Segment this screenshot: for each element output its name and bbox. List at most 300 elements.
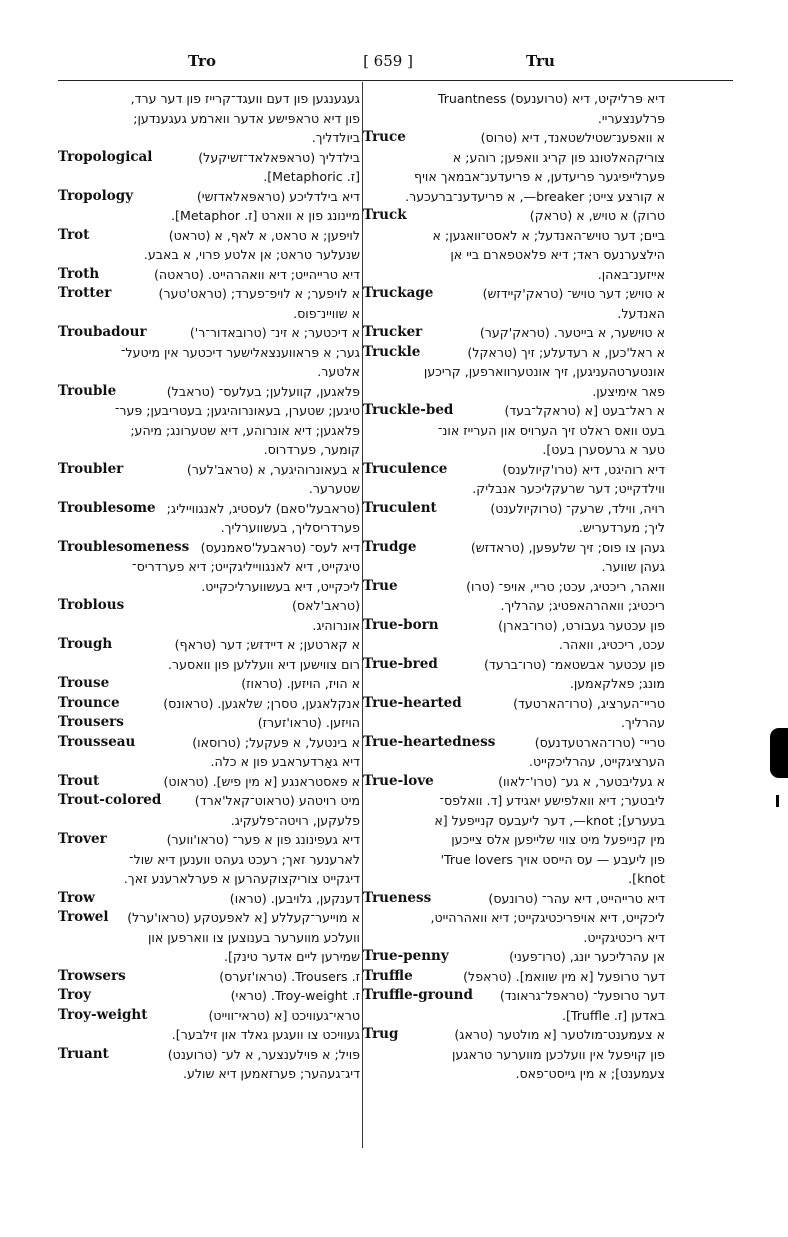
definition-text: מין קנייפעל מיט צווי שלייפען אלס צייכען bbox=[451, 832, 665, 847]
entry-line bbox=[58, 362, 360, 382]
page-number: [ 659 ] bbox=[363, 52, 413, 70]
entry-line bbox=[58, 245, 360, 265]
entry-line bbox=[58, 557, 360, 577]
entry-line bbox=[363, 460, 665, 480]
dictionary-entry bbox=[58, 89, 360, 148]
definition-text: טרוק) א טויש, א (טראק) bbox=[529, 208, 665, 223]
entry-line bbox=[58, 791, 360, 811]
headword: Trover bbox=[58, 830, 109, 850]
definition-text: געוויכט צו וועגען גאלד און זילבער]. bbox=[171, 1027, 360, 1042]
definition-text: טריי־הערציג, (טרו־הארטעד) bbox=[513, 695, 665, 711]
entry-line bbox=[363, 226, 665, 246]
headword: True-penny bbox=[363, 947, 451, 967]
definition-text: (טראבעל'סאם) לעסטיג, לאנגווייליג; bbox=[166, 500, 360, 516]
dictionary-entry bbox=[363, 206, 665, 284]
entry-line bbox=[58, 187, 360, 207]
definition-text: (טראב'לאס) bbox=[291, 598, 360, 613]
definition-text: פון דיא טראפּישע אדער ווארמע געגענדען; bbox=[133, 110, 360, 126]
entry-line bbox=[363, 128, 665, 148]
entry-line bbox=[363, 674, 665, 694]
headword: Trousseau bbox=[58, 733, 137, 753]
entry-line bbox=[58, 850, 360, 870]
definition-text: דער טרופעל־ (טראפל־גראונד) bbox=[499, 988, 665, 1003]
entry-line bbox=[363, 596, 665, 616]
definition-text: א וואפענ־שטילשטאנד, דיא (טרוס) bbox=[480, 130, 665, 145]
headword: Trousers bbox=[58, 713, 126, 733]
definition-text: דיא ריכטיגקייט. bbox=[583, 929, 665, 945]
definition-text: דיגקייט צוריקצוקעהרען א פערלארענע זאך. bbox=[123, 871, 360, 886]
entry-line bbox=[363, 284, 665, 304]
headword: Trueness bbox=[363, 889, 433, 909]
definition-text: דענקען, גלויבען. (טראו) bbox=[229, 890, 360, 906]
entry-line bbox=[363, 187, 665, 207]
entry-line bbox=[58, 1025, 360, 1045]
definition-text: א מוייער־קעללע [א לאפעטקע (טראו'ערל) bbox=[127, 910, 360, 925]
entry-line bbox=[363, 947, 665, 967]
definition-text: ביים; דער טויש־האנדעל; א לאסט־וואגען; א bbox=[432, 227, 665, 243]
dictionary-entry bbox=[363, 889, 665, 948]
dictionary-entry bbox=[58, 148, 360, 187]
dictionary-entry bbox=[58, 596, 360, 635]
definition-text: א קארטען; א דיידזש; דער (טראף) bbox=[174, 637, 360, 652]
definition-text: דיא טרייהייט, דיא עהר־ (טרונעס) bbox=[488, 890, 665, 906]
entry-line bbox=[58, 772, 360, 792]
dictionary-entry bbox=[363, 401, 665, 460]
entry-line bbox=[58, 440, 360, 460]
dictionary-entry bbox=[58, 986, 360, 1006]
entry-line bbox=[58, 518, 360, 538]
dictionary-entry bbox=[58, 499, 360, 538]
entry-line bbox=[363, 440, 665, 460]
dictionary-entry bbox=[58, 538, 360, 597]
entry-line bbox=[58, 401, 360, 421]
headword: Troth bbox=[58, 265, 101, 285]
entry-line bbox=[58, 167, 360, 187]
headword: True-born bbox=[363, 616, 441, 636]
entry-line bbox=[363, 772, 665, 792]
dictionary-entry bbox=[363, 1025, 665, 1084]
definition-text: א שוויינ־פוס. bbox=[293, 305, 360, 321]
definition-text: א ראל־בעט [א (טראקל־בעד) bbox=[504, 403, 665, 418]
definition-text: האנדעל. bbox=[617, 305, 665, 321]
dictionary-entry bbox=[58, 382, 360, 460]
definition-text: בעערע]; knot—, דער ליעבעס קנייפעל [א bbox=[434, 812, 665, 828]
definition-text: לארענער זאך; רעכט געהט ווענען דיא שול־ bbox=[129, 851, 360, 867]
dictionary-entry bbox=[58, 694, 360, 714]
definition-text: ליכקייט, דיא בעשווערליכקייט. bbox=[201, 578, 360, 594]
dictionary-entry bbox=[58, 1006, 360, 1045]
definition-text: פּלאגען; דיא אונרוהע, דיא שטערונג; מיהע; bbox=[130, 422, 360, 438]
definition-text: ליכקייט, דיא אויפריכטיגקייט; דיא וואהרהייט, bbox=[430, 910, 665, 925]
entry-line bbox=[58, 674, 360, 694]
headword: Trucker bbox=[363, 323, 424, 343]
entry-line bbox=[58, 596, 360, 616]
headword: Truant bbox=[58, 1045, 111, 1065]
headword: Truck bbox=[363, 206, 409, 226]
entry-line bbox=[58, 538, 360, 558]
entry-line bbox=[363, 382, 665, 402]
definition-text: וואהר, ריכטיג, עכט; טריי, אויפ־ (טרו) bbox=[466, 578, 665, 594]
entry-line bbox=[363, 616, 665, 636]
entry-line bbox=[58, 1006, 360, 1026]
entry-line bbox=[58, 89, 360, 109]
entry-line bbox=[58, 226, 360, 246]
definition-text: לויפען; א טראט, א לאף, א (טראט) bbox=[168, 227, 360, 243]
definition-text: פון ליעבע — עס הייסט אויך True lovers' bbox=[440, 851, 665, 867]
dictionary-entry bbox=[363, 694, 665, 733]
dictionary-entry bbox=[58, 323, 360, 382]
entry-line bbox=[58, 655, 360, 675]
entry-line bbox=[363, 908, 665, 928]
dictionary-entry bbox=[58, 733, 360, 772]
definition-text: הערציגקייט, עהרליכקייט. bbox=[528, 754, 665, 769]
dictionary-entry bbox=[58, 889, 360, 909]
headword: Trotter bbox=[58, 284, 113, 304]
headword: Truculence bbox=[363, 460, 449, 480]
definition-text: דער טרופעל [א מין שוואמ]. (טראפל) bbox=[463, 968, 665, 984]
entry-line bbox=[363, 986, 665, 1006]
headword: Trow bbox=[58, 889, 97, 909]
definition-text: א טויש; דער טויש־ (טראק'קיידזש) bbox=[482, 286, 665, 301]
entry-line bbox=[58, 733, 360, 753]
definition-text: הויזען. (טראו'זערז) bbox=[257, 715, 360, 730]
definition-text: דיא בילדליכע (טראפּאלאדזשי) bbox=[196, 188, 360, 204]
headword: True-love bbox=[363, 772, 436, 792]
definition-text: אייזענ־באהן. bbox=[597, 266, 665, 282]
definition-text: טראי־געוויכט [א (טראי־ווייט) bbox=[208, 1007, 360, 1023]
dictionary-entry bbox=[363, 947, 665, 967]
definition-text: knot]. bbox=[628, 871, 665, 886]
definition-text: פּלאגען, קוועלען; בעלעס־ (טראבל) bbox=[166, 383, 360, 399]
definition-text: דיא טרייהייט; דיא וואהרהייט. (טראטה) bbox=[154, 266, 360, 282]
entry-line bbox=[58, 148, 360, 168]
entry-line bbox=[363, 343, 665, 363]
headword: Troubler bbox=[58, 460, 125, 480]
definition-text: אלטער. bbox=[317, 364, 360, 379]
header-right-guideword: Tru bbox=[526, 52, 555, 70]
entry-line bbox=[58, 265, 360, 285]
headword: Troy bbox=[58, 986, 93, 1006]
entry-line bbox=[363, 421, 665, 441]
entry-line bbox=[363, 752, 665, 772]
definition-text: א ראל'כען, א רעדעלע; זיך (טראקל) bbox=[467, 344, 665, 360]
headword: Trough bbox=[58, 635, 114, 655]
dictionary-entry bbox=[363, 772, 665, 889]
entry-line bbox=[58, 343, 360, 363]
dictionary-entry bbox=[58, 226, 360, 265]
entry-line bbox=[363, 538, 665, 558]
entry-line bbox=[363, 655, 665, 675]
entry-line bbox=[363, 148, 665, 168]
entry-line bbox=[58, 1064, 360, 1084]
entry-line bbox=[58, 713, 360, 733]
headword: True-hearted bbox=[363, 694, 464, 714]
entry-line bbox=[363, 694, 665, 714]
entry-line bbox=[58, 479, 360, 499]
dictionary-entry bbox=[58, 265, 360, 285]
entry-line bbox=[363, 401, 665, 421]
dictionary-entry bbox=[58, 674, 360, 694]
definition-text: מונג; פאלקאמען. bbox=[569, 676, 665, 691]
headword: Truckage bbox=[363, 284, 435, 304]
entry-line bbox=[363, 304, 665, 324]
definition-text: אנקלאגען, טסרן; שלאגען. (טראונס) bbox=[163, 695, 360, 711]
entry-line bbox=[363, 89, 665, 109]
headword: Truckle-bed bbox=[363, 401, 455, 421]
definition-text: טריי־ (טרו־הארטעדנעס) bbox=[534, 734, 665, 750]
definition-text: פּרלענצעריי. bbox=[597, 110, 665, 126]
dictionary-entry bbox=[363, 284, 665, 323]
definition-text: צעמענט]; א מין גייסט־פאס. bbox=[515, 1066, 665, 1081]
dictionary-entry bbox=[58, 967, 360, 987]
entry-line bbox=[363, 1006, 665, 1026]
definition-text: בעט וואס ראלט זיך הערויס און הערייז אונ־ bbox=[437, 422, 665, 438]
entry-line bbox=[363, 109, 665, 129]
definition-text: בילדליך (טראפּאלאד־זשיקעל) bbox=[198, 149, 360, 165]
ink-blot-mark bbox=[770, 728, 788, 778]
definition-text: פון עכטער אבשטאמ־ (טרו־ברעד) bbox=[484, 656, 665, 672]
dictionary-entry bbox=[363, 460, 665, 499]
entry-line bbox=[363, 635, 665, 655]
entry-line bbox=[58, 967, 360, 987]
headword: Trudge bbox=[363, 538, 418, 558]
dictionary-entry bbox=[363, 538, 665, 577]
definition-text: טער א גרעסערן בעט]. bbox=[542, 442, 665, 457]
headword: Troubadour bbox=[58, 323, 149, 343]
headword: True bbox=[363, 577, 400, 597]
entry-line bbox=[58, 752, 360, 772]
headword: Trowel bbox=[58, 908, 111, 928]
headword: Troublesome bbox=[58, 499, 158, 519]
headword: Truculent bbox=[363, 499, 439, 519]
dictionary-entry bbox=[58, 187, 360, 226]
entry-line bbox=[363, 1025, 665, 1045]
definition-text: רום צווישען דיא וועללען פון וואסער. bbox=[168, 656, 360, 672]
definition-text: פון עכטער געבורט, (טרו־בארן) bbox=[498, 617, 665, 633]
dictionary-entry bbox=[363, 655, 665, 694]
entry-line bbox=[58, 908, 360, 928]
entry-line bbox=[363, 733, 665, 753]
entry-line bbox=[58, 421, 360, 441]
entry-line bbox=[58, 460, 360, 480]
dictionary-entry bbox=[363, 128, 665, 206]
definition-text: א פאסטראנגע [א מין פיש]. (טראוט) bbox=[163, 773, 360, 789]
definition-text: ז. Trousers. (טראו'זערס) bbox=[219, 968, 360, 984]
dictionary-entry bbox=[363, 986, 665, 1025]
definition-text: דיג־געהער; פערזאמען דיא שולע. bbox=[183, 1066, 360, 1081]
definition-text: ז. Troy-weight. (טראי) bbox=[230, 988, 360, 1003]
headword: Trounce bbox=[58, 694, 122, 714]
entry-line bbox=[363, 557, 665, 577]
entry-line bbox=[58, 928, 360, 948]
header-left-guideword: Tro bbox=[188, 52, 216, 70]
entry-line bbox=[58, 382, 360, 402]
headword: Troublesomeness bbox=[58, 538, 191, 558]
headword: Trot bbox=[58, 226, 91, 246]
dictionary-entry bbox=[58, 908, 360, 967]
headword: Trowsers bbox=[58, 967, 128, 987]
header-rule bbox=[58, 80, 733, 81]
dictionary-entry bbox=[363, 323, 665, 343]
definition-text: שנעלער טראט; אן אלטע פרוי, א באבע. bbox=[143, 247, 360, 262]
dictionary-entry bbox=[58, 713, 360, 733]
dictionary-entry bbox=[363, 577, 665, 616]
entry-line bbox=[363, 206, 665, 226]
definition-text: ליבטער; דיא וואלפישע יאגידע [ד. וואלפס־ bbox=[439, 793, 665, 808]
entry-line bbox=[58, 811, 360, 831]
headword: Trug bbox=[363, 1025, 400, 1045]
definition-text: עהרליך. bbox=[621, 715, 665, 730]
entry-line bbox=[58, 635, 360, 655]
entry-line bbox=[363, 518, 665, 538]
headword: True-bred bbox=[363, 655, 440, 675]
dictionary-entry bbox=[58, 460, 360, 499]
definition-text: באדען [ז. Truffle]. bbox=[561, 1007, 665, 1023]
definition-text: קומער, פערדרוס. bbox=[263, 442, 360, 457]
definition-text: טיגקייט, דיא לאנגווייליגקייט; דיא פערדריס־ bbox=[132, 559, 360, 574]
definition-text: פלעקען, רויטה־פלעקיג. bbox=[230, 812, 360, 828]
definition-text: טיגען; שטערן, בעאונרוהיגען; בעטריבען; פּער־ bbox=[114, 403, 360, 418]
definition-text: געגענגען פון דעם וועגד־קרייז פון דער ערד, bbox=[130, 91, 360, 106]
definition-text: א בעאונרוהיגער, א (טראב'לער) bbox=[186, 461, 360, 477]
definition-text: א בינטעל, א פּעקעל; (טרוסאו) bbox=[192, 734, 360, 750]
entry-line bbox=[58, 304, 360, 324]
definition-text: א קורצע צייט; breaker—, א פריעדענ־ברעכער. bbox=[405, 188, 665, 204]
definition-text: מיט רויטהע (טראוט־קאל'ארד) bbox=[194, 793, 360, 808]
entry-line bbox=[58, 986, 360, 1006]
entry-line bbox=[363, 791, 665, 811]
definition-text: דיא רוהיגט, דיא (טרו'קיולענס) bbox=[502, 461, 665, 477]
entry-line bbox=[363, 362, 665, 382]
entry-line bbox=[363, 1064, 665, 1084]
dictionary-entry bbox=[58, 791, 360, 830]
definition-text: דיא גאַרדעראבע פון א כלה. bbox=[210, 754, 360, 769]
definition-text: [ז. Metaphoric]. bbox=[263, 169, 360, 184]
definition-text: אונרוהיג. bbox=[312, 617, 360, 633]
entry-line bbox=[363, 850, 665, 870]
headword: Tropological bbox=[58, 148, 154, 168]
entry-line bbox=[363, 967, 665, 987]
ink-tick-mark bbox=[776, 795, 779, 807]
definition-text: גער; א פּראווענצאלישער דיכטער אין מיטעל־ bbox=[120, 344, 360, 360]
headword: Truckle bbox=[363, 343, 422, 363]
definition-text: וועלכע מווערער בענוצען צו ווארפען און bbox=[147, 929, 360, 945]
definition-text: דיא פּרליקיט, דיא (טרוענעס) Truantness bbox=[437, 91, 665, 106]
definition-text: געהן צו פוס; זיך שלעפּען, (טראדזש) bbox=[470, 539, 665, 555]
dictionary-entry bbox=[363, 499, 665, 538]
entry-line bbox=[58, 947, 360, 967]
dictionary-entry bbox=[363, 343, 665, 402]
entry-line bbox=[363, 577, 665, 597]
entry-line bbox=[363, 167, 665, 187]
dictionary-entry bbox=[58, 284, 360, 323]
entry-line bbox=[363, 869, 665, 889]
definition-text: פערדריסליך, בעשווערליך. bbox=[220, 520, 360, 535]
entry-line bbox=[58, 830, 360, 850]
page-header bbox=[60, 52, 730, 78]
headword: Tropology bbox=[58, 187, 135, 207]
definition-text: פאר אימיצען. bbox=[592, 383, 665, 399]
definition-text: צוריקהאלטונג פון קריג וואפען; רוהע; א bbox=[452, 149, 665, 165]
headword: Trout-colored bbox=[58, 791, 163, 811]
definition-text: שמירען ליים אדער טינק]. bbox=[223, 949, 360, 964]
dictionary-entry bbox=[363, 967, 665, 987]
entry-line bbox=[363, 1045, 665, 1065]
entry-line bbox=[363, 245, 665, 265]
entry-line bbox=[58, 284, 360, 304]
entry-line bbox=[58, 694, 360, 714]
entry-line bbox=[58, 889, 360, 909]
entry-line bbox=[58, 869, 360, 889]
definition-text: דיא געפינונג פון א פער־ (טראו'ווער) bbox=[166, 832, 360, 847]
dictionary-entry bbox=[58, 635, 360, 674]
definition-text: א דיכטער; א זינ־ (טרובאדור־ר') bbox=[189, 325, 360, 340]
entry-line bbox=[363, 811, 665, 831]
dictionary-entry bbox=[58, 830, 360, 889]
definition-text: רויה, ווילד, שרעק־ (טרוקיולענט) bbox=[490, 500, 665, 516]
definition-text: ליך; מערדעריש. bbox=[578, 520, 665, 535]
definition-text: פּויל; א פּוילענצער, א לע־ (טרוענט) bbox=[167, 1046, 360, 1062]
definition-text: מיינונג פון א ווארט [ז. Metaphor]. bbox=[171, 208, 360, 223]
headword: Truffle-ground bbox=[363, 986, 475, 1006]
dictionary-entry bbox=[363, 89, 665, 128]
definition-text: געהן שווער. bbox=[601, 559, 665, 574]
definition-text: פון קויפעל אין וועלכען מווערער טראגען bbox=[452, 1046, 665, 1062]
entry-line bbox=[363, 265, 665, 285]
entry-line bbox=[58, 616, 360, 636]
right-column bbox=[363, 89, 665, 1084]
definition-text: שטערער. bbox=[308, 481, 360, 496]
entry-line bbox=[58, 128, 360, 148]
headword: Truffle bbox=[363, 967, 415, 987]
entry-line bbox=[58, 206, 360, 226]
headword: Troy-weight bbox=[58, 1006, 149, 1026]
entry-line bbox=[58, 109, 360, 129]
entry-line bbox=[363, 499, 665, 519]
headword: Trouse bbox=[58, 674, 111, 694]
definition-text: דיא לעס־ (טראבעל'סאמנעס) bbox=[200, 539, 360, 555]
definition-text: א געליבטער, א גע־ (טרו'־לאוו) bbox=[498, 773, 665, 789]
headword: Troblous bbox=[58, 596, 126, 616]
entry-line bbox=[363, 479, 665, 499]
definition-text: הילצערנעס ראד; דיא פלאטפארם ביי אן bbox=[450, 247, 665, 262]
entry-line bbox=[363, 928, 665, 948]
definition-text: ריכטיג; וואהרהאפטיג; עהרליך. bbox=[500, 598, 665, 613]
entry-line bbox=[363, 323, 665, 343]
definition-text: אונטערטהעניגען, זיך אונטערווארפען, קריכען bbox=[423, 364, 665, 379]
dictionary-entry bbox=[58, 772, 360, 792]
definition-text: עכט, ריכטיג, וואהר. bbox=[558, 637, 665, 652]
dictionary-entry bbox=[363, 733, 665, 772]
entry-line bbox=[363, 830, 665, 850]
entry-line bbox=[58, 577, 360, 597]
definition-text: אן עהרליכער יונג, (טרו־פעני) bbox=[509, 949, 665, 964]
entry-line bbox=[58, 323, 360, 343]
headword: Trouble bbox=[58, 382, 118, 402]
headword: Trout bbox=[58, 772, 101, 792]
entry-line bbox=[363, 889, 665, 909]
definition-text: א צעמענט־מולטער [א מולטער (טראג) bbox=[454, 1027, 665, 1042]
definition-text: א הויז, הויזען. (טראוז) bbox=[241, 676, 360, 691]
definition-text: א טוישער, א בייטער. (טראק'קער) bbox=[479, 325, 665, 340]
definition-text: א לויפער; א לויפ־פערד; (טראט'טער) bbox=[158, 286, 360, 301]
left-column bbox=[58, 89, 360, 1084]
headword: True-heartedness bbox=[363, 733, 497, 753]
entry-line bbox=[363, 713, 665, 733]
dictionary-entry bbox=[58, 1045, 360, 1084]
entry-line bbox=[58, 1045, 360, 1065]
headword: Truce bbox=[363, 128, 408, 148]
